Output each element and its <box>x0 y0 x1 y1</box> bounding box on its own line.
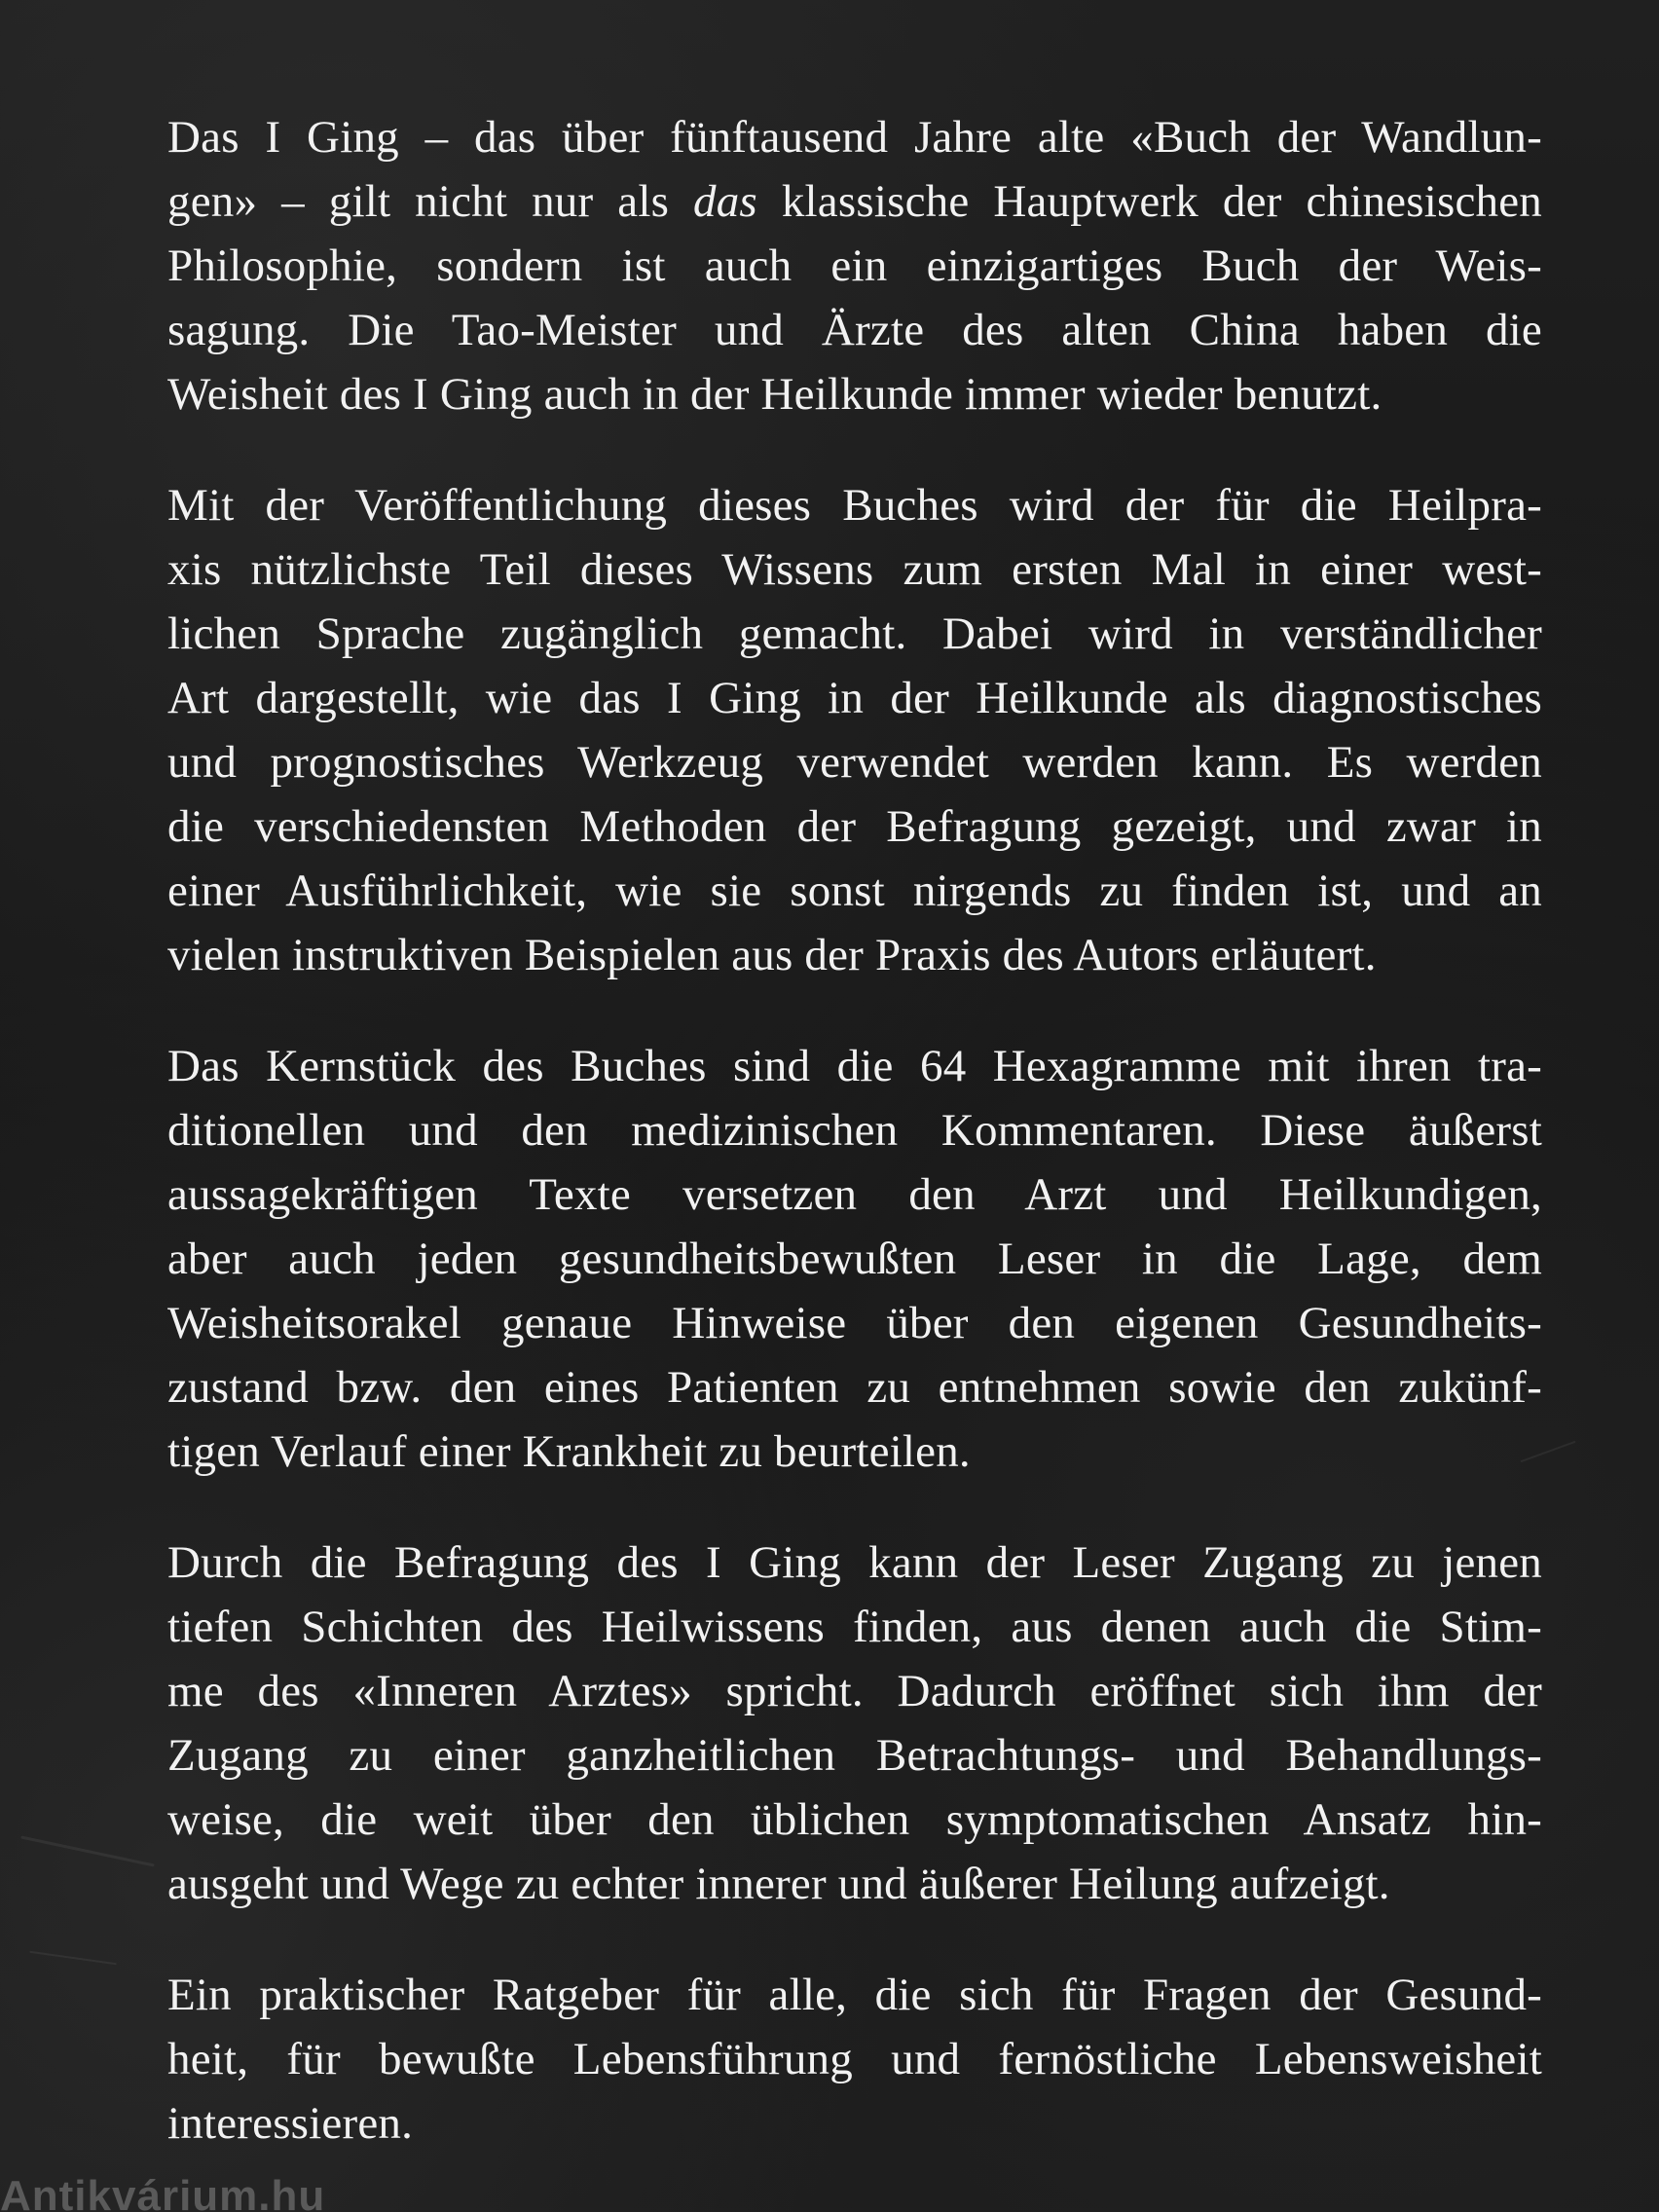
text-line: Weisheit des I Ging auch in der Heilkunde immer wieder benutzt. <box>167 369 1382 420</box>
blurb-text <box>167 105 1542 2202</box>
blurb-paragraph <box>167 105 1542 426</box>
text-line: ausgeht und Wege zu echter innerer und äußerer Heilung aufzeigt. <box>167 1859 1390 1909</box>
text-line: Philosophie, sondern ist auch ein einzigartiges Buch der Weis- <box>167 240 1542 291</box>
blurb-paragraph <box>167 1530 1542 1916</box>
text-line: ditionellen und den medizinischen Kommentaren. Diese äußerst <box>167 1105 1542 1156</box>
text-line: Das I Ging – das über fünftausend Jahre alte «Buch der Wandlun- <box>167 112 1542 163</box>
text-line: Ein praktischer Ratgeber für alle, die sich für Fragen der Gesund- <box>167 1970 1542 2020</box>
text-line: aber auch jeden gesundheitsbewußten Leser in die Lage, dem <box>167 1234 1542 1284</box>
text-line: und prognostisches Werkzeug verwendet werden kann. Es werden <box>167 737 1542 788</box>
text-line: Durch die Befragung des I Ging kann der Leser Zugang zu jenen <box>167 1537 1542 1588</box>
text-line: Weisheitsorakel genaue Hinweise über den eigenen Gesundheits- <box>167 1298 1542 1348</box>
blurb-paragraph <box>167 473 1542 987</box>
text-line: einer Ausführlichkeit, wie sie sonst nirgends zu finden ist, und an <box>167 866 1542 916</box>
text-line: xis nützlichste Teil dieses Wissens zum ersten Mal in einer west- <box>167 544 1542 595</box>
text-line: gen» – gilt nicht nur als das klassische Hauptwerk der chinesischen <box>167 176 1543 227</box>
text-line: interessieren. <box>167 2098 414 2149</box>
surface-scratch <box>29 1951 116 1966</box>
text-line: tigen Verlauf einer Krankheit zu beurteilen. <box>167 1426 971 1477</box>
surface-scratch <box>20 1835 155 1866</box>
blurb-paragraph <box>167 1963 1542 2156</box>
emphasis: das <box>693 176 757 227</box>
text-line: aussagekräftigen Texte versetzen den Arzt und Heilkundigen, <box>167 1169 1542 1220</box>
text-line: sagung. Die Tao-Meister und Ärzte des alten China haben die <box>167 305 1542 355</box>
text-line: Zugang zu einer ganzheitlichen Betrachtungs- und Behandlungs- <box>167 1730 1542 1781</box>
text-line: weise, die weit über den üblichen symptomatischen Ansatz hin- <box>167 1794 1542 1845</box>
text-line: zustand bzw. den eines Patienten zu entnehmen sowie den zukünf- <box>167 1362 1542 1413</box>
text-line: Art dargestellt, wie das I Ging in der Heilkunde als diagnostisches <box>167 673 1542 723</box>
text-line: vielen instruktiven Beispielen aus der Praxis des Autors erläutert. <box>167 930 1377 980</box>
blurb-paragraph <box>167 1034 1542 1484</box>
text-line: Das Kernstück des Buches sind die 64 Hexagramme mit ihren tra- <box>167 1041 1542 1091</box>
text-line: die verschiedensten Methoden der Befragung gezeigt, und zwar in <box>167 801 1542 852</box>
text-line: Mit der Veröffentlichung dieses Buches wird der für die Heilpra- <box>167 480 1542 531</box>
text-line: me des «Inneren Arztes» spricht. Dadurch eröffnet sich ihm der <box>167 1666 1542 1716</box>
text-line: lichen Sprache zugänglich gemacht. Dabei wird in verständlicher <box>167 608 1542 659</box>
text-line: heit, für bewußte Lebensführung und fernöstliche Lebensweisheit <box>167 2034 1542 2084</box>
text-line: tiefen Schichten des Heilwissens finden, aus denen auch die Stim- <box>167 1602 1542 1652</box>
watermark-text: Antikvárium.hu <box>0 2177 326 2212</box>
